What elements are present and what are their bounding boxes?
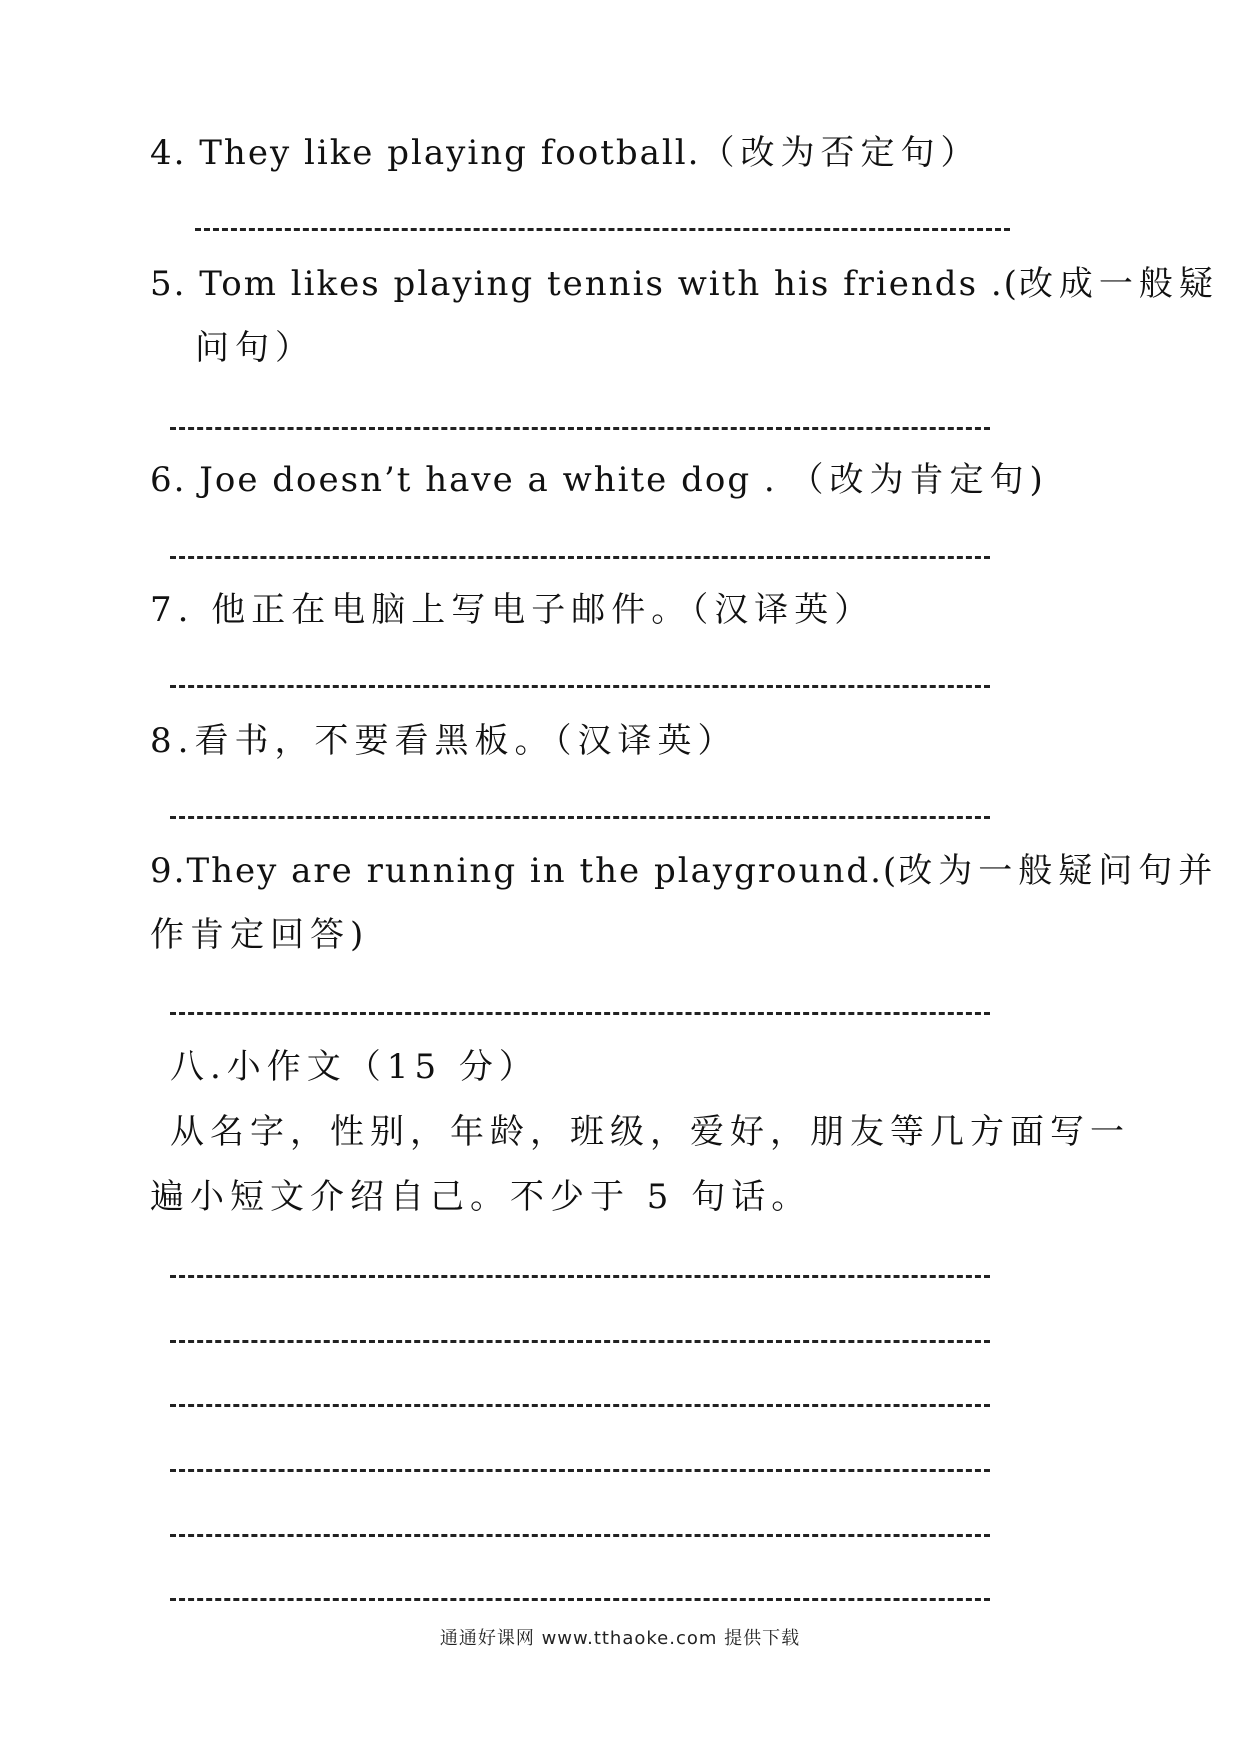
question-9-instruction-cont: 作肯定回答): [150, 915, 370, 955]
composition-line[interactable]: [170, 1275, 990, 1278]
question-9: [150, 851, 1218, 891]
composition-line[interactable]: [170, 1598, 990, 1601]
question-5-instruction: 改成一般疑: [1018, 264, 1219, 304]
question-7: 7. 他正在电脑上写电子邮件。（汉译英）: [150, 590, 875, 630]
question-4: [150, 133, 980, 173]
composition-line[interactable]: [170, 1404, 990, 1407]
question-4-instruction: （改为否定句）: [700, 133, 981, 173]
section-8-instruction-2: 遍小短文介绍自己。不少于 5 句话。: [150, 1177, 812, 1217]
question-9-instruction: 改为一般疑问句并: [898, 851, 1219, 891]
question-4-text: 4. They like playing football.: [150, 133, 701, 173]
answer-line-8[interactable]: [170, 816, 990, 819]
section-8-instruction-1: 从名字，性别，年龄，班级，爱好，朋友等几方面写一: [170, 1112, 1130, 1152]
answer-line-7[interactable]: [170, 685, 990, 688]
question-9-text: 9.They are running in the playground.(: [150, 851, 899, 891]
question-6-instruction: （改为肯定句): [789, 460, 1049, 500]
question-5-instruction-cont: 问句）: [195, 328, 315, 368]
answer-line-9[interactable]: [170, 1012, 990, 1015]
question-5: [150, 264, 1219, 304]
section-8-heading: 八.小作文（15 分）: [170, 1047, 539, 1087]
answer-line-5[interactable]: [170, 427, 990, 430]
composition-line[interactable]: [170, 1469, 990, 1472]
question-6: [150, 460, 1049, 500]
question-5-text: 5. Tom likes playing tennis with his friends .(: [150, 264, 1019, 304]
answer-line-6[interactable]: [170, 556, 990, 559]
question-8: 8.看书，不要看黑板。（汉译英）: [150, 721, 738, 761]
page-footer: 通通好课网 www.tthaoke.com 提供下载: [439, 1628, 801, 1649]
question-6-text: 6. Joe doesn’t have a white dog .: [150, 460, 790, 500]
composition-line[interactable]: [170, 1534, 990, 1537]
answer-line-4[interactable]: [195, 228, 1010, 231]
composition-line[interactable]: [170, 1340, 990, 1343]
